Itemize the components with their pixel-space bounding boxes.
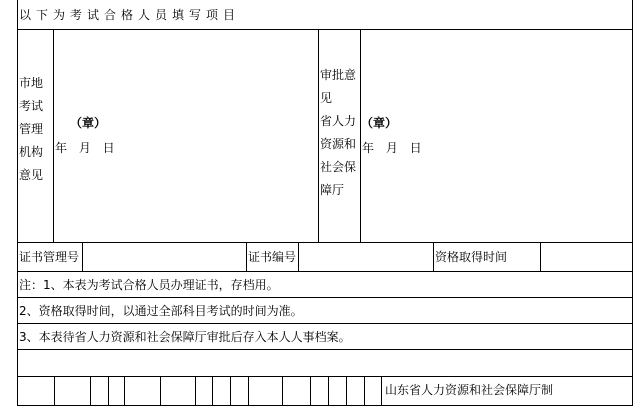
grid-divider-7: [212, 376, 213, 406]
grid-divider-2: [90, 376, 91, 406]
rule-after-blank: [17, 376, 633, 377]
province-review-label-line: 见: [320, 91, 333, 105]
frame-left: [17, 0, 18, 406]
frame-right: [632, 0, 633, 406]
review-divider-3: [360, 29, 361, 243]
province-review-label-line: 省人力: [320, 114, 357, 128]
note-line: 3、本表待省人力资源和社会保障厅审批后存入本人人事档案。: [19, 330, 351, 344]
province-review-date: 年 月 日: [362, 141, 426, 155]
cert-divider-4: [433, 242, 434, 272]
grid-divider-3: [108, 376, 109, 406]
grid-divider-5: [160, 376, 161, 406]
grid-divider-6: [195, 376, 196, 406]
grid-divider-4: [124, 376, 125, 406]
province-review-label-line: 资源和: [320, 137, 357, 151]
city-review-date: 年 月 日: [55, 141, 119, 155]
cert-management-no-label: 证书管理号: [19, 250, 80, 264]
grid-divider-12: [328, 376, 329, 406]
province-review-label-line: 社会保: [320, 160, 357, 174]
cert-no-field[interactable]: [299, 243, 433, 271]
city-review-label-line: 意见: [19, 168, 44, 182]
city-review-label: [19, 72, 59, 187]
cert-management-no-field[interactable]: [83, 243, 246, 271]
province-review-label: [320, 64, 360, 202]
note-line: 2、资格取得时间，以通过全部科目考试的时间为准。: [19, 304, 303, 318]
review-divider-2: [318, 29, 319, 243]
qualification-time-label: 资格取得时间: [435, 250, 508, 264]
province-review-label-line: 审批意: [320, 68, 357, 82]
province-review-seal: （章）: [361, 116, 398, 130]
grid-divider-13: [346, 376, 347, 406]
rule-after-note-1: [17, 297, 633, 298]
grid-divider-9: [248, 376, 249, 406]
rule-after-note-3: [17, 349, 633, 350]
frame-bottom: [17, 405, 633, 406]
grid-divider-10: [282, 376, 283, 406]
cert-no-label: 证书编号: [248, 250, 297, 264]
city-review-label-line: 管理: [19, 122, 44, 136]
note-line: 注：1、本表为考试合格人员办理证书，存档用。: [19, 278, 279, 292]
grid-divider-1: [54, 376, 55, 406]
grid-divider-11: [310, 376, 311, 406]
header-title: 以下为考试合格人员填写项目: [19, 8, 241, 22]
grid-divider-15: [381, 376, 382, 406]
province-review-label-line: 障厅: [320, 183, 345, 197]
grid-divider-14: [364, 376, 365, 406]
rule-after-header: [17, 29, 633, 30]
city-review-label-line: 机构: [19, 145, 44, 159]
city-review-label-line: 市地: [19, 76, 44, 90]
grid-divider-8: [230, 376, 231, 406]
cert-divider-2: [246, 242, 247, 272]
city-review-label-line: 考试: [19, 99, 44, 113]
city-review-seal: （章）: [70, 116, 107, 130]
footer-issuer: 山东省人力资源和社会保障厅制: [385, 383, 554, 397]
qualification-time-field[interactable]: [541, 243, 632, 271]
rule-after-note-2: [17, 323, 633, 324]
